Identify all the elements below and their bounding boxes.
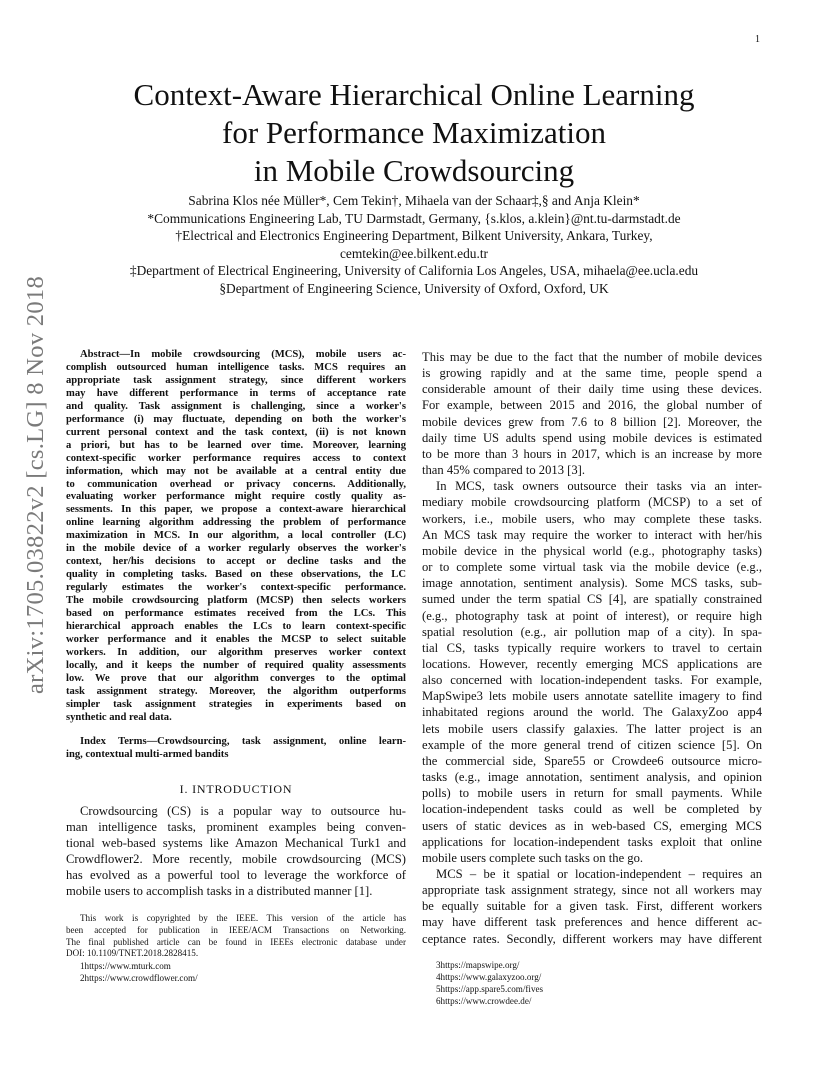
introduction-paragraph xyxy=(66,803,406,900)
text-line: or to complete some virtual task via the mobile device (e.g., xyxy=(422,560,762,575)
text-line: sumed under the term spatial CS [4], are spatially constrained xyxy=(422,592,762,607)
abstract-line: online learning algorithm addressing the problem of performance xyxy=(66,517,406,529)
affiliation-line: §Department of Engineering Science, University of Oxford, Oxford, UK xyxy=(219,280,609,296)
page-number: 1 xyxy=(755,34,760,45)
text-line: inhabitated regions around the world. The GalaxyZoo app4 xyxy=(422,705,762,720)
affiliation-line: †Electrical and Electronics Engineering Department, Bilkent University, Ankara, Turkey, xyxy=(175,228,653,244)
text-line: ceptance rates. Secondly, different workers may have different xyxy=(422,931,762,946)
abstract-line: sessments. In this paper, we propose a context-aware hierarchical xyxy=(66,504,406,516)
title-line: for Performance Maximization xyxy=(222,115,606,150)
title-line: in Mobile Crowdsourcing xyxy=(253,153,575,188)
abstract-line: evaluating worker performance might require costly quality as- xyxy=(66,491,406,503)
abstract-line: information, which may not be available at a central entity due xyxy=(66,465,406,477)
copyright-line: The final published article can be found in IEEEs electronic database under xyxy=(66,936,406,947)
text-line: is growing rapidly and at the same time, people spend a xyxy=(422,366,762,381)
abstract-line: workers. In addition, our algorithm preserves worker context xyxy=(66,646,406,658)
abstract-line: complish outsourced human intelligence tasks. MCS requires an xyxy=(66,361,406,373)
author-block xyxy=(70,192,758,298)
text-line: locations. However, recently emerging MCS applications are xyxy=(422,656,762,671)
intro-line: Crowdsourcing (CS) is a popular way to outsource hu- xyxy=(80,803,406,818)
left-column xyxy=(66,349,406,984)
text-line: to be more than 3 hours in 2017, which is an increase by more xyxy=(422,446,762,461)
abstract-line: to communication overhead or privacy concerns. Additionally, xyxy=(66,478,406,490)
abstract-line: low. We prove that our algorithm converges to the optimal xyxy=(66,672,406,684)
abstract-line: current personal context and the task context, (ii) is not known xyxy=(66,426,406,438)
text-line: considerable amount of their daily time using these devices. xyxy=(422,382,762,397)
arxiv-identifier-text: arXiv:1705.03822v2 [cs.LG] 8 Nov 2018 xyxy=(22,275,49,695)
text-line: For example, between 2015 and 2016, the global number of xyxy=(422,398,762,413)
text-line: the commercial side, Spare55 or Crowdee6 outsource micro- xyxy=(422,753,762,768)
abstract-line: in the mobile device of a worker regularly observes the worker's xyxy=(66,543,406,555)
text-line: This may be due to the fact that the number of mobile devices xyxy=(422,350,762,364)
text-line: also concerned with location-independent tasks. For example, xyxy=(422,673,762,688)
text-line: (e.g., photography task at point of interest), or require high xyxy=(422,608,762,623)
abstract-line: regularly estimates the worker's context-specific performance. xyxy=(66,582,406,594)
abstract-line: context, her/his decisions to accept or decline tasks and the xyxy=(66,556,406,568)
copyright-notice xyxy=(66,913,406,959)
abstract xyxy=(66,349,406,762)
text-line: MCS – be it spatial or location-independent – requires an xyxy=(436,867,762,881)
text-line: mediary mobile crowdsourcing platform (MCSP) to a set of xyxy=(422,495,762,510)
intro-line: has evolved as a powerful tool to leverage the workforce of xyxy=(66,868,406,883)
text-line: lets mobile users classify galaxies. The latter project is an xyxy=(422,721,762,736)
text-line: MapSwipe3 lets mobile users annotate satellite imagery to find xyxy=(422,689,762,704)
abstract-line: and quality. Task assignment is challenging, since a worker's xyxy=(66,400,406,412)
text-line: appropriate task assignment strategy, since not all workers may xyxy=(422,883,762,898)
text-line: image annotation, sentiment analysis). Some MCS tasks, sub- xyxy=(422,576,762,591)
affiliation-line: cemtekin@ee.bilkent.edu.tr xyxy=(339,245,489,261)
abstract-line: hierarchical approach enables the LCs to learn context-specific xyxy=(66,621,406,633)
text-line: daily time US adults spend using mobile devices is estimated xyxy=(422,430,762,445)
footnote: 5https://app.spare5.com/fives xyxy=(436,984,544,995)
index-terms-line: Index Terms—Crowdsourcing, task assignment, online learn- xyxy=(80,735,406,747)
footnote: 1https://www.mturk.com xyxy=(80,960,171,971)
text-line: may have different task preferences and hence different ac- xyxy=(422,915,762,930)
section-heading: I. INTRODUCTION xyxy=(179,781,293,796)
abstract-line: appropriate task assignment strategy, since different workers xyxy=(66,374,406,386)
paragraph xyxy=(422,349,762,478)
text-line: polls) to mobile users in return for small payments. While xyxy=(422,786,762,801)
text-line: workers, i.e., mobile users, who may complete these tasks. xyxy=(422,511,762,526)
affiliation-line: ‡Department of Electrical Engineering, University of California Los Angeles, USA, mihaela@ee.ucla.edu xyxy=(129,263,699,279)
text-line: spatial resolution (e.g., air pollution map of a city). In spa- xyxy=(422,624,762,639)
abstract-line: maximization in MCS. In our algorithm, a local controller (LC) xyxy=(66,530,406,542)
text-line: An MCS task may require the worker to interact with her/his xyxy=(422,527,762,542)
abstract-line: a priori, but has to be learned over time. Moreover, learning xyxy=(66,439,406,451)
title-line: Context-Aware Hierarchical Online Learning xyxy=(133,77,695,112)
paragraph xyxy=(422,866,762,947)
text-line: be equally suitable for a given task. First, different workers xyxy=(422,899,762,914)
paragraph xyxy=(422,478,762,866)
text-line: mobile users complete such tasks on the go. xyxy=(422,850,644,865)
text-line: than 45% compared to 2013 [3]. xyxy=(422,463,585,478)
intro-line: Crowdflower2. More recently, mobile crowdsourcing (MCS) xyxy=(66,852,406,867)
text-line: example of the more general trend of citizen science [5]. On xyxy=(422,737,762,752)
footnote: 4https://www.galaxyzoo.org/ xyxy=(436,971,542,982)
footnote: 2https://www.crowdflower.com/ xyxy=(80,973,198,984)
text-line: In MCS, task owners outsource their tasks via an inter- xyxy=(436,479,762,494)
author-line: Sabrina Klos née Müller*, Cem Tekin†, Mihaela van der Schaar‡,§ and Anja Klein* xyxy=(188,193,640,208)
paper-title xyxy=(70,76,758,190)
abstract-line: context-specific worker performance requires access to context xyxy=(66,452,406,464)
copyright-line: DOI: 10.1109/TNET.2018.2828415. xyxy=(66,948,199,959)
intro-line: man intelligence tasks, prominent examples being conven- xyxy=(66,819,406,834)
abstract-line: synthetic and real data. xyxy=(66,711,172,723)
index-terms-line: ing, contextual multi-armed bandits xyxy=(66,748,229,760)
footnote: 6https://www.crowdee.de/ xyxy=(436,996,532,1007)
abstract-line: based on performance estimates received from the LCs. This xyxy=(66,608,406,620)
footnote: 3https://mapswipe.org/ xyxy=(436,959,520,970)
abstract-line: simpler task assignment strategies in experiments based on xyxy=(66,698,406,710)
text-line: users of static devices as in web-based CS, emerging MCS xyxy=(422,818,762,833)
abstract-line: The mobile crowdsourcing platform (MCSP) then selects workers xyxy=(66,595,406,607)
intro-line: mobile users to accomplish tasks in a distributed manner [1]. xyxy=(66,884,373,899)
abstract-line: quality in completing tasks. Based on these observations, the LC xyxy=(66,569,406,581)
abstract-line: may have different performance in terms of acceptance rate xyxy=(66,387,406,399)
abstract-line: locally, and it keeps the number of required quality assessments xyxy=(66,659,406,671)
copyright-line: This work is copyrighted by the IEEE. This version of the article has xyxy=(80,913,406,924)
abstract-line: task assignment strategy. Moreover, the algorithm outperforms xyxy=(66,685,406,697)
abstract-line: worker performance and it enables the MCSP to select suitable xyxy=(66,633,406,645)
text-line: mobile devices grew from 7.6 to 8 billion [2]. Moreover, the xyxy=(422,414,762,429)
arxiv-identifier xyxy=(10,275,62,695)
text-line: location-independent tasks could as well be completed by xyxy=(422,802,762,817)
text-line: applications for location-independent tasks exploit that online xyxy=(422,834,762,849)
text-line: tasks (e.g., image annotation, sentiment analysis, and opinion xyxy=(422,770,762,785)
abstract-line: Abstract—In mobile crowdsourcing (MCS), mobile users ac- xyxy=(80,349,406,360)
intro-line: tional web-based systems like Amazon Mechanical Turk1 and xyxy=(66,835,406,850)
abstract-line: performance (i) may fluctuate, depending on both the worker's xyxy=(66,413,406,425)
affiliation-line: *Communications Engineering Lab, TU Darmstadt, Germany, {s.klos, a.klein}@nt.tu-darmstadt.de xyxy=(147,210,681,226)
copyright-line: been accepted for publication in IEEE/ACM Transactions on Networking. xyxy=(66,925,406,936)
text-line: tial CS, tasks typically require workers to travel to certain xyxy=(422,640,762,655)
text-line: mobile device in the physical world (e.g., photography tasks) xyxy=(422,543,762,558)
right-column xyxy=(422,349,762,1008)
